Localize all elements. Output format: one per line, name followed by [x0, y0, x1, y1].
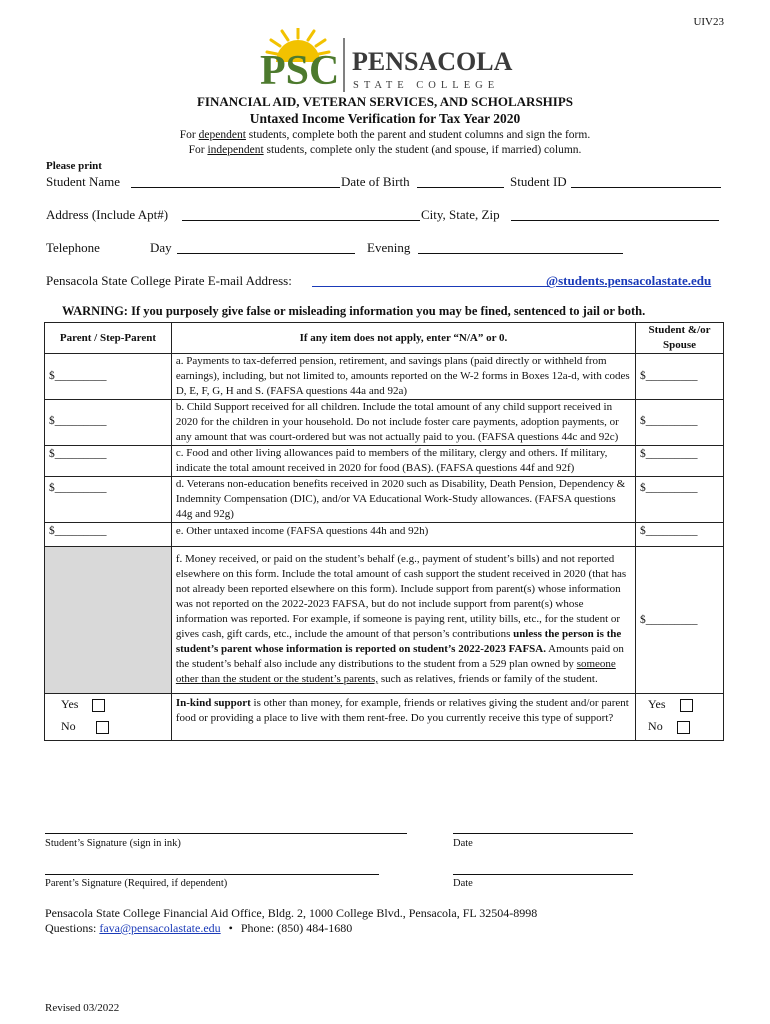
parent-yes-checkbox[interactable] — [92, 699, 105, 712]
parent-no-label: No — [61, 719, 76, 733]
table-row — [45, 477, 724, 523]
student-name-label: Student Name — [46, 174, 121, 189]
revised-date: Revised 03/2022 — [45, 1002, 120, 1014]
parent-date-field[interactable] — [453, 874, 633, 875]
evening-phone-label: Evening — [367, 240, 411, 255]
student-signature-field[interactable] — [45, 833, 407, 834]
dob-label: Date of Birth — [341, 174, 410, 189]
form-subtitle: Untaxed Income Verification for Tax Year 2020 — [249, 111, 521, 126]
parent-signature-field[interactable] — [45, 874, 379, 875]
parent-amount-d[interactable]: $_________ — [45, 477, 172, 523]
office-address: Pensacola State College Financial Aid Office, Bldg. 2, 1000 College Blvd., Pensacola, FL 32504-8998 — [45, 906, 538, 920]
day-phone-field[interactable] — [177, 253, 355, 254]
parent-date-label: Date — [453, 878, 473, 889]
parent-signature-label: Parent’s Signature (Required, if dependent) — [45, 878, 228, 889]
item-d-text: d. Veterans non-education benefits received in 2020 such as Disability, Death Pension, Dependency & Indemnity Compensation (DIC), and/or VA Educational Work-Study allowances. (FAFSA questions 44g and 92g) — [171, 477, 635, 523]
student-id-label: Student ID — [510, 174, 567, 189]
questions-line: Questions: fava@pensacolastate.edu • Phone: (850) 484-1680 — [45, 921, 353, 935]
student-yes-label: Yes — [648, 697, 666, 711]
table-row — [45, 523, 724, 547]
warning-text: WARNING: If you purposely give false or misleading information you may be fined, sentenced to jail or both. — [62, 304, 646, 318]
form-title: FINANCIAL AID, VETERAN SERVICES, AND SCHOLARSHIPS — [196, 94, 574, 109]
item-a-text: a. Payments to tax-deferred pension, retirement, and savings plans (paid directly or withheld from earnings), including, but not limited to, amounts reported on the W-2 forms in Boxes 12a-d, with codes D, E, F, G, H and S. (FAFSA questions 44a and 92a) — [171, 354, 635, 400]
city-label: City, State, Zip — [421, 207, 500, 222]
day-phone-label: Day — [150, 240, 172, 255]
table-row — [45, 446, 724, 477]
parent-no-checkbox[interactable] — [96, 721, 109, 734]
parent-inkind-cell — [45, 694, 172, 741]
student-name-field[interactable] — [131, 187, 340, 188]
student-no-checkbox[interactable] — [677, 721, 690, 734]
item-e-text: e. Other untaxed income (FAFSA questions 44h and 92h) — [171, 523, 635, 547]
email-field[interactable] — [312, 286, 550, 287]
income-table — [44, 322, 724, 741]
col-student-header: Student &/or Spouse — [636, 323, 724, 354]
student-amount-c[interactable]: $_________ — [636, 446, 724, 477]
table-row — [45, 694, 724, 741]
parent-amount-c[interactable]: $_________ — [45, 446, 172, 477]
email-domain: @students.pensacolastate.edu — [546, 273, 712, 288]
dob-field[interactable] — [417, 187, 504, 188]
item-c-text: c. Food and other living allowances paid to members of the military, clergy and others. If military, indicate the total amount received in 2020 for food (BAS). (FAFSA questions 44f and 92f) — [171, 446, 635, 477]
evening-phone-field[interactable] — [418, 253, 623, 254]
telephone-label: Telephone — [46, 240, 100, 255]
student-yes-checkbox[interactable] — [680, 699, 693, 712]
parent-amount-a[interactable]: $_________ — [45, 354, 172, 400]
address-field[interactable] — [182, 220, 420, 221]
parent-cell-disabled — [45, 547, 172, 694]
instruction-dependent: For dependent students, complete both the parent and student columns and sign the form. — [179, 129, 591, 141]
logo-sub: STATE COLLEGE — [353, 80, 500, 91]
inkind-text: In-kind support is other than money, for example, friends or relatives giving the student and/or parent food or providing a place to live with them rent-free. Do you currently receive this type of support? — [171, 694, 635, 741]
student-amount-e[interactable]: $_________ — [636, 523, 724, 547]
contact-email-link[interactable]: fava@pensacolastate.edu — [99, 921, 221, 935]
item-f-text: f. Money received, or paid on the student’s behalf (e.g., payment of student’s bills) and not reported elsewhere on this form. Include the total amount of cash support the student received in 2020 (that has not already been reported elsewhere on this form). Include support from parent(s) whose information was not reported on the 2022-2023 FAFSA, but do not include support from parent(s) whose information was reported. For example, if someone is paying rent, utility bills, etc., for the student or gives cash, gift cards, etc., include the amount of that person’s contributions unless the person is the student’s parent whose information is reported on student’s 2022-2023 FAFSA. Amounts paid on the student’s behalf also include any distributions to the student from a 529 plan owned by someone other than the student or the student’s parents, such as relatives, friends or family of the student. — [171, 547, 635, 694]
student-id-field[interactable] — [571, 187, 721, 188]
college-logo — [258, 28, 514, 94]
address-label: Address (Include Apt#) — [46, 207, 169, 222]
student-date-field[interactable] — [453, 833, 633, 834]
student-amount-d[interactable]: $_________ — [636, 477, 724, 523]
student-date-label: Date — [453, 838, 473, 849]
table-row — [45, 354, 724, 400]
email-label: Pensacola State College Pirate E-mail Address: — [46, 273, 292, 288]
table-row — [45, 400, 724, 446]
please-print-label: Please print — [46, 160, 102, 172]
parent-amount-b[interactable]: $_________ — [45, 400, 172, 446]
student-signature-label: Student’s Signature (sign in ink) — [45, 838, 181, 849]
logo-short: PSC — [260, 48, 340, 94]
city-field[interactable] — [511, 220, 719, 221]
col-item-header: If any item does not apply, enter “N/A” or 0. — [171, 323, 635, 354]
parent-yes-label: Yes — [61, 697, 79, 711]
student-inkind-cell — [636, 694, 724, 741]
table-header-row — [45, 323, 724, 354]
student-amount-b[interactable]: $_________ — [636, 400, 724, 446]
item-b-text: b. Child Support received for all children. Include the total amount of any child support received in 2020 for the children in your household. Do not include foster care payments, adoption payments, or any amount that was court-ordered but was not actually paid to you. (FAFSA questions 44c and 92c) — [171, 400, 635, 446]
student-amount-f[interactable]: $_________ — [636, 547, 724, 694]
student-amount-a[interactable]: $_________ — [636, 354, 724, 400]
instruction-independent: For independent students, complete only the student (and spouse, if married) column. — [188, 144, 582, 156]
logo-name: PENSACOLA — [352, 47, 513, 76]
student-no-label: No — [648, 719, 663, 733]
col-parent-header: Parent / Step-Parent — [45, 323, 172, 354]
parent-amount-e[interactable]: $_________ — [45, 523, 172, 547]
form-code: UIV23 — [693, 16, 724, 28]
table-row — [45, 547, 724, 694]
